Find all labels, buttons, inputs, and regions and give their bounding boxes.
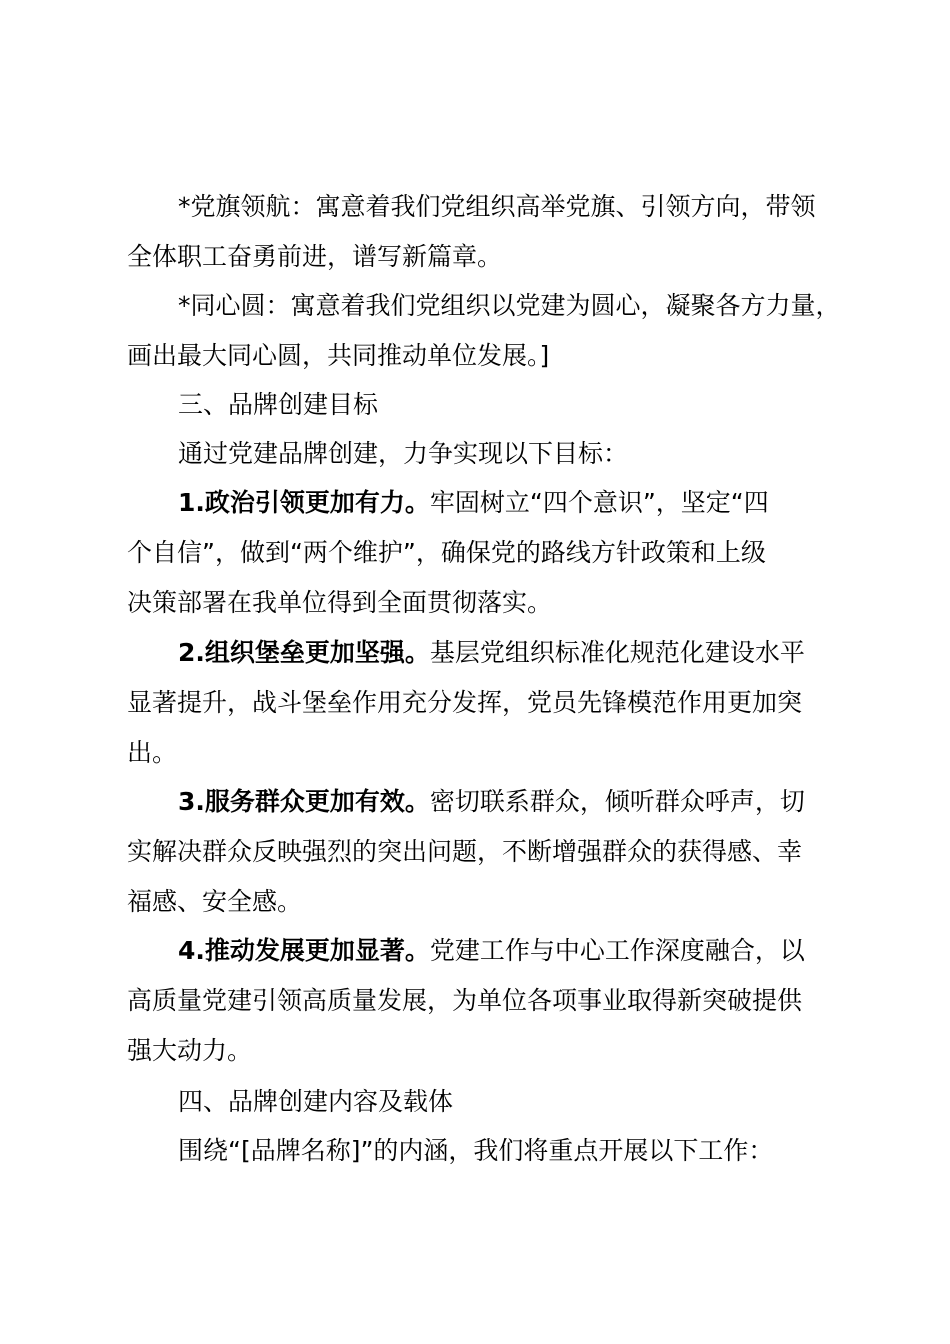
text-line: 通过党建品牌创建，力争实现以下目标：	[178, 439, 629, 468]
paragraph-concentric-circle	[127, 281, 847, 381]
paragraph-goals-intro	[127, 429, 847, 479]
text-line: 高质量党建引领高质量发展，为单位各项事业取得新突破提供	[127, 986, 803, 1015]
goal-title: 1.政治引领更加有力。	[178, 488, 430, 517]
goal-text: 密切联系群众，倾听群众呼声，切	[429, 787, 805, 816]
goal-text: 牢固树立“四个意识”，坚定“四	[429, 488, 769, 517]
text-line: 围绕“[品牌名称]”的内涵，我们将重点开展以下工作：	[178, 1136, 774, 1165]
text-line: 强大动力。	[127, 1036, 253, 1065]
section-heading-content	[127, 1077, 847, 1127]
goal-title: 4.推动发展更加显著。	[178, 936, 430, 965]
text-line: 全体职工奋勇前进，谱写新篇章。	[127, 242, 503, 271]
paragraph-goal-3	[127, 777, 847, 927]
paragraph-party-flag	[127, 182, 847, 282]
text-line: 显著提升，战斗堡垒作用充分发挥，党员先锋模范作用更加突	[127, 688, 803, 717]
goal-title: 3.服务群众更加有效。	[178, 787, 430, 816]
text-line: 实解决群众反映强烈的突出问题，不断增强群众的获得感、幸	[127, 837, 803, 866]
text-line	[127, 628, 847, 678]
text-line: 画出最大同心圆，共同推动单位发展。]	[127, 341, 550, 370]
text-line: *党旗领航：寓意着我们党组织高举党旗、引领方向，带领	[178, 192, 816, 221]
text-line: 个自信”，做到“两个维护”，确保党的路线方针政策和上级	[127, 538, 766, 567]
paragraph-content-intro	[127, 1126, 847, 1176]
paragraph-goal-4	[127, 926, 847, 1076]
text-line: 出。	[127, 738, 178, 767]
heading-text: 三、品牌创建目标	[178, 390, 379, 419]
paragraph-goal-2	[127, 628, 847, 778]
section-heading-goals	[127, 380, 847, 430]
text-line: *同心圆：寓意着我们党组织以党建为圆心，凝聚各方力量，	[178, 291, 841, 320]
goal-text: 党建工作与中心工作深度融合，以	[429, 936, 805, 965]
heading-text: 四、品牌创建内容及载体	[178, 1087, 454, 1116]
text-line: 福感、安全感。	[127, 887, 303, 916]
text-line	[127, 478, 847, 528]
goal-title: 2.组织堡垒更加坚强。	[178, 638, 430, 667]
text-line	[127, 777, 847, 827]
paragraph-goal-1	[127, 478, 847, 628]
text-line: 决策部署在我单位得到全面贯彻落实。	[127, 588, 553, 617]
goal-text: 基层党组织标准化规范化建设水平	[429, 638, 805, 667]
text-line	[127, 926, 847, 976]
